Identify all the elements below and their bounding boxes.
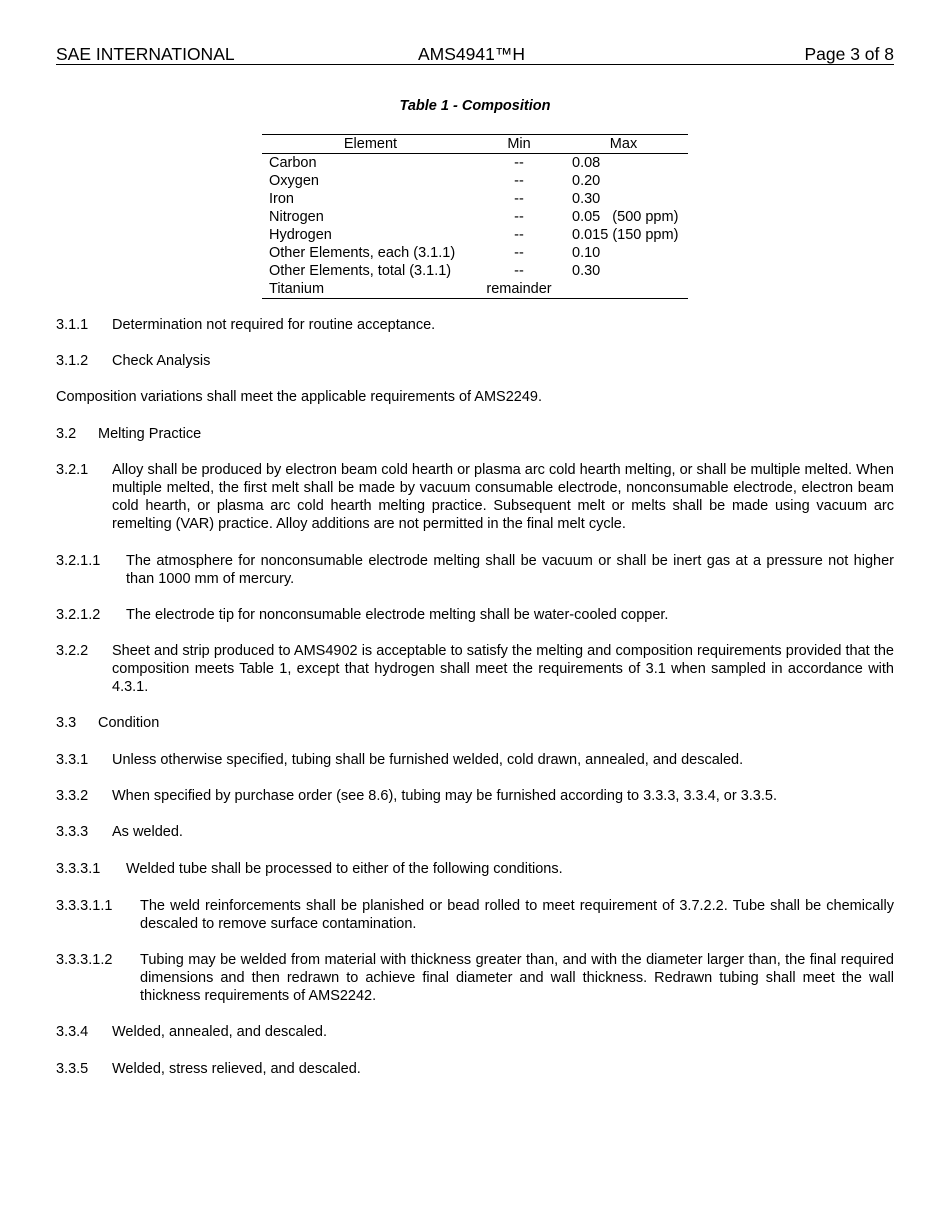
paragraph-text: Determination not required for routine acceptance. [112,317,436,333]
element-cell: Hydrogen [269,227,332,243]
min-cell: -- [514,245,524,261]
table-row [262,172,688,190]
section-number: 3.2.1 [56,462,89,478]
paragraph [56,714,894,732]
table-header-row [262,135,688,154]
element-cell: Other Elements, total (3.1.1) [269,263,452,279]
paragraph [56,787,894,805]
element-cell: Carbon [269,155,317,171]
section-number: 3.2 [56,426,77,442]
section-number: 3.2.1.2 [56,607,101,623]
column-header: Min [479,135,559,154]
min-cell: -- [514,227,524,243]
section-number: 3.3.3.1.2 [56,952,113,968]
table-row [262,208,688,226]
max-cell: 0.10 [572,245,601,261]
page-header [56,44,894,65]
paragraph [56,606,894,624]
paragraph-text: Welded, annealed, and descaled. [112,1024,327,1040]
section-number: 3.3.2 [56,788,89,804]
min-cell: remainder [479,280,559,299]
paragraph [56,860,894,878]
composition-table [262,134,688,299]
paragraph [56,951,894,1005]
paragraph-text: Check Analysis [112,353,211,369]
table-row [262,226,688,244]
table-row [262,262,688,280]
min-cell: -- [514,263,524,279]
max-cell [559,280,688,299]
paragraph-text: Unless otherwise specified, tubing shall be furnished welded, cold drawn, annealed, and descaled. [112,752,744,768]
section-number: 3.3.3.1.1 [56,898,113,914]
section-number: 3.3.3.1 [56,861,101,877]
paragraph-text: Melting Practice [98,426,202,442]
section-number: 3.3.3 [56,824,89,840]
min-cell: -- [514,173,524,189]
section-number: 3.3.5 [56,1061,89,1077]
paragraph [56,552,894,588]
table-row [262,244,688,262]
element-cell: Nitrogen [269,209,324,225]
paragraph-text: Tubing may be welded from material with thickness greater than, and with the diameter larger than, the final required dimensions and then redrawn to achieve final diameter and wall thickness. Redrawn tubing shall meet the wall thickness requirements of AMS2242. [140,952,894,1004]
min-cell: -- [514,191,524,207]
max-cell: 0.08 [572,155,601,171]
paragraph [56,897,894,933]
max-cell: 0.05 (500 ppm) [572,209,679,225]
column-header: Max [559,135,688,154]
paragraph [56,461,894,533]
header-page-number: Page 3 of 8 [804,44,894,64]
paragraph-text: Composition variations shall meet the applicable requirements of AMS2249. [56,389,543,405]
paragraph-text: As welded. [112,824,183,840]
paragraph [56,425,894,443]
section-number: 3.1.1 [56,317,89,333]
section-number: 3.3.4 [56,1024,89,1040]
section-number: 3.2.1.1 [56,553,101,569]
min-cell: -- [514,209,524,225]
paragraph [56,751,894,769]
table-row [262,154,688,173]
max-cell: 0.30 [572,263,601,279]
paragraph-text: Welded, stress relieved, and descaled. [112,1061,361,1077]
element-cell: Iron [269,191,294,207]
paragraph [56,1023,894,1041]
element-cell: Oxygen [269,173,319,189]
paragraph-text: Welded tube shall be processed to either of the following conditions. [126,861,563,877]
paragraph [56,1060,894,1078]
paragraph-text: When specified by purchase order (see 8.6), tubing may be furnished according to 3.3.3, 3.3.4, or 3.3.5. [112,788,777,804]
table-title: Table 1 - Composition [399,98,551,114]
min-cell: -- [514,155,524,171]
paragraph-text: Sheet and strip produced to AMS4902 is acceptable to satisfy the melting and composition requirements provided that the composition meets Table 1, except that hydrogen shall meet the requirements of 3.1 when sampled in accordance with 4.3.1. [112,643,894,695]
column-header: Element [262,135,479,154]
paragraph [56,316,894,334]
element-cell: Titanium [262,280,479,299]
paragraph-text: The electrode tip for nonconsumable electrode melting shall be water-cooled copper. [126,607,669,623]
section-number: 3.2.2 [56,643,89,659]
paragraph [56,642,894,696]
max-cell: 0.015 (150 ppm) [572,227,679,243]
table-row [262,280,688,299]
element-cell: Other Elements, each (3.1.1) [269,245,456,261]
section-number: 3.3 [56,715,77,731]
max-cell: 0.30 [572,191,601,207]
table-row [262,190,688,208]
header-doc-number: AMS4941™H [418,44,525,64]
section-number: 3.3.1 [56,752,89,768]
paragraph [56,352,894,370]
max-cell: 0.20 [572,173,601,189]
section-number: 3.1.2 [56,353,89,369]
paragraph-text: Alloy shall be produced by electron beam cold hearth or plasma arc cold hearth melting, or shall be multiple melted. When multiple melted, the first melt shall be made by vacuum consumable electrode, nonconsumable electrode, electron beam cold hearth, or plasma arc cold hearth melting practice. Subsequent melt or melts shall be made using vacuum arc remelting (VAR) practice. Alloy additions are not permitted in the final melt cycle. [112,462,894,532]
paragraph-text: The atmosphere for nonconsumable electrode melting shall be vacuum or shall be inert gas at a pressure not higher than 1000 mm of mercury. [126,553,894,587]
paragraph [56,388,894,406]
paragraph-text: Condition [98,715,160,731]
paragraph [56,823,894,841]
paragraph-text: The weld reinforcements shall be planished or bead rolled to meet requirement of 3.7.2.2. Tube shall be chemically descaled to remove surface contamination. [140,898,894,932]
header-org: SAE INTERNATIONAL [56,44,235,64]
